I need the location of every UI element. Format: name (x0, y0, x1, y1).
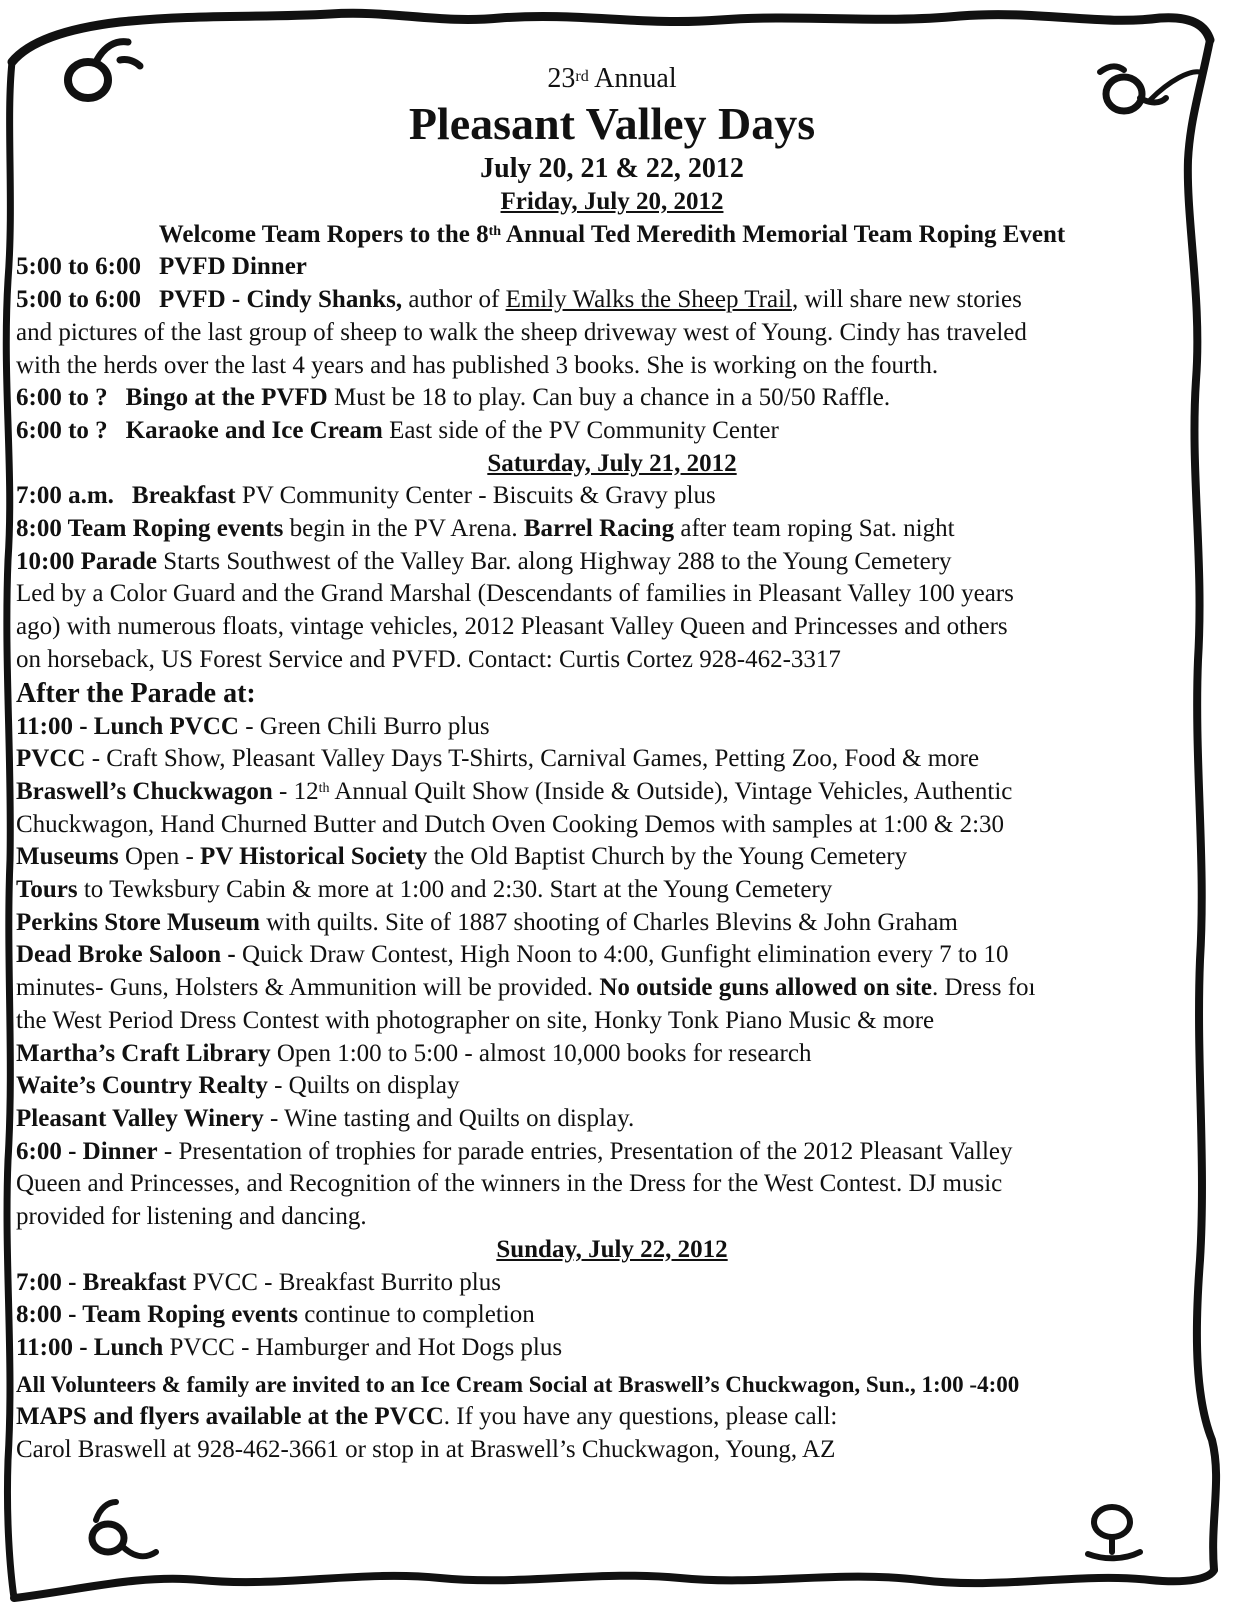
schedule-item: 6:00 - Dinner - Presentation of trophies for parade entries, Presentation of the 2012 Pleasant Valley (16, 1137, 1013, 1165)
volunteer-notice: All Volunteers & family are invited to an Ice Cream Social at Braswell’s Chuckwagon, Sun., 1:00 -4:00 (16, 1371, 1020, 1397)
sunday-heading: Sunday, July 22, 2012 (496, 1235, 728, 1263)
schedule-item: Perkins Store Museum with quilts. Site of 1887 shooting of Charles Blevins & John Graham (16, 908, 958, 936)
schedule-item: 6:00 to ? Bingo at the PVFD Must be 18 to play. Can buy a chance in a 50/50 Raffle. (16, 384, 891, 412)
schedule-item: Braswell’s Chuckwagon - 12th Annual Quilt Show (Inside & Outside), Vintage Vehicles, Authentic (16, 777, 1013, 805)
contact-line: Carol Braswell at 928-462-3661 or stop in at Braswell’s Chuckwagon, Young, AZ (16, 1436, 836, 1464)
schedule-item: PVCC - Craft Show, Pleasant Valley Days T-Shirts, Carnival Games, Petting Zoo, Food & more (16, 745, 980, 773)
schedule-item: Pleasant Valley Winery - Wine tasting and Quilts on display. (16, 1104, 635, 1132)
flyer-content (16, 62, 1208, 1467)
schedule-item: 7:00 a.m. Breakfast PV Community Center - Biscuits & Gravy plus (16, 482, 716, 510)
schedule-item: 11:00 - Lunch PVCC - Green Chili Burro plus (16, 712, 490, 740)
schedule-item: Tours to Tewksbury Cabin & more at 1:00 and 2:30. Start at the Young Cemetery (16, 876, 833, 904)
schedule-item: 11:00 - Lunch PVCC - Hamburger and Hot Dogs plus (16, 1333, 563, 1361)
schedule-item: Dead Broke Saloon - Quick Draw Contest, High Noon to 4:00, Gunfight elimination every 7 to 10 (16, 941, 1009, 969)
schedule-item: 6:00 to ? Karaoke and Ice Cream East side of the PV Community Center (16, 416, 779, 444)
schedule-item: 10:00 Parade Starts Southwest of the Valley Bar. along Highway 288 to the Young Cemetery (16, 547, 952, 575)
maps-notice: MAPS and flyers available at the PVCC. If you have any questions, please call: (16, 1403, 838, 1431)
friday-heading: Friday, July 20, 2012 (500, 188, 724, 215)
schedule-item: Martha’s Craft Library Open 1:00 to 5:00 - almost 10,000 books for research (16, 1039, 812, 1067)
schedule-item: 7:00 - Breakfast PVCC - Breakfast Burrito plus (16, 1268, 501, 1296)
saturday-heading: Saturday, July 21, 2012 (487, 449, 737, 477)
schedule-text: provided for listening and dancing. (16, 1203, 367, 1231)
annual-edition: 23rd Annual (547, 63, 677, 94)
schedule-text: Led by a Color Guard and the Grand Marshal (Descendants of families in Pleasant Valley 100 years (16, 580, 1014, 608)
schedule-text: the West Period Dress Contest with photographer on site, Honky Tonk Piano Music & more (16, 1006, 935, 1034)
after-parade-heading: After the Parade at: (16, 677, 256, 709)
schedule-item: minutes- Guns, Holsters & Ammunition will be provided. No outside guns allowed on site. Dress foı (16, 974, 1036, 1002)
page-title: Pleasant Valley Days (408, 98, 816, 149)
schedule-item: 8:00 Team Roping events begin in the PV Arena. Barrel Racing after team roping Sat. night (16, 515, 955, 543)
event-dates: July 20, 21 & 22, 2012 (480, 153, 744, 184)
welcome-line: Welcome Team Ropers to the 8th Annual Ted Meredith Memorial Team Roping Event (158, 220, 1066, 248)
schedule-text: and pictures of the last group of sheep to walk the sheep driveway west of Young. Cindy has traveled (16, 318, 1027, 346)
schedule-text: on horseback, US Forest Service and PVFD. Contact: Curtis Cortez 928-462-3317 (16, 645, 841, 673)
book-title: Emily Walks the Sheep Trail (505, 286, 792, 314)
schedule-text: with the herds over the last 4 years and has published 3 books. She is working on the fourth. (16, 351, 939, 379)
schedule-text: Queen and Princesses, and Recognition of the winners in the Dress for the West Contest. DJ music (16, 1170, 1003, 1198)
schedule-item: 8:00 - Team Roping events continue to completion (16, 1301, 535, 1329)
schedule-text: ago) with numerous floats, vintage vehicles, 2012 Pleasant Valley Queen and Princesses and others (16, 613, 1008, 641)
schedule-text: Chuckwagon, Hand Churned Butter and Dutch Oven Cooking Demos with samples at 1:00 & 2:30 (16, 810, 1005, 838)
schedule-item: Museums Open - PV Historical Society the Old Baptist Church by the Young Cemetery (16, 843, 908, 871)
schedule-item: 5:00 to 6:00 PVFD Dinner (16, 253, 307, 281)
schedule-item: Waite’s Country Realty - Quilts on display (16, 1072, 460, 1100)
schedule-item: 5:00 to 6:00 PVFD - Cindy Shanks, author of Emily Walks the Sheep Trail, will share new stories (16, 286, 1022, 314)
